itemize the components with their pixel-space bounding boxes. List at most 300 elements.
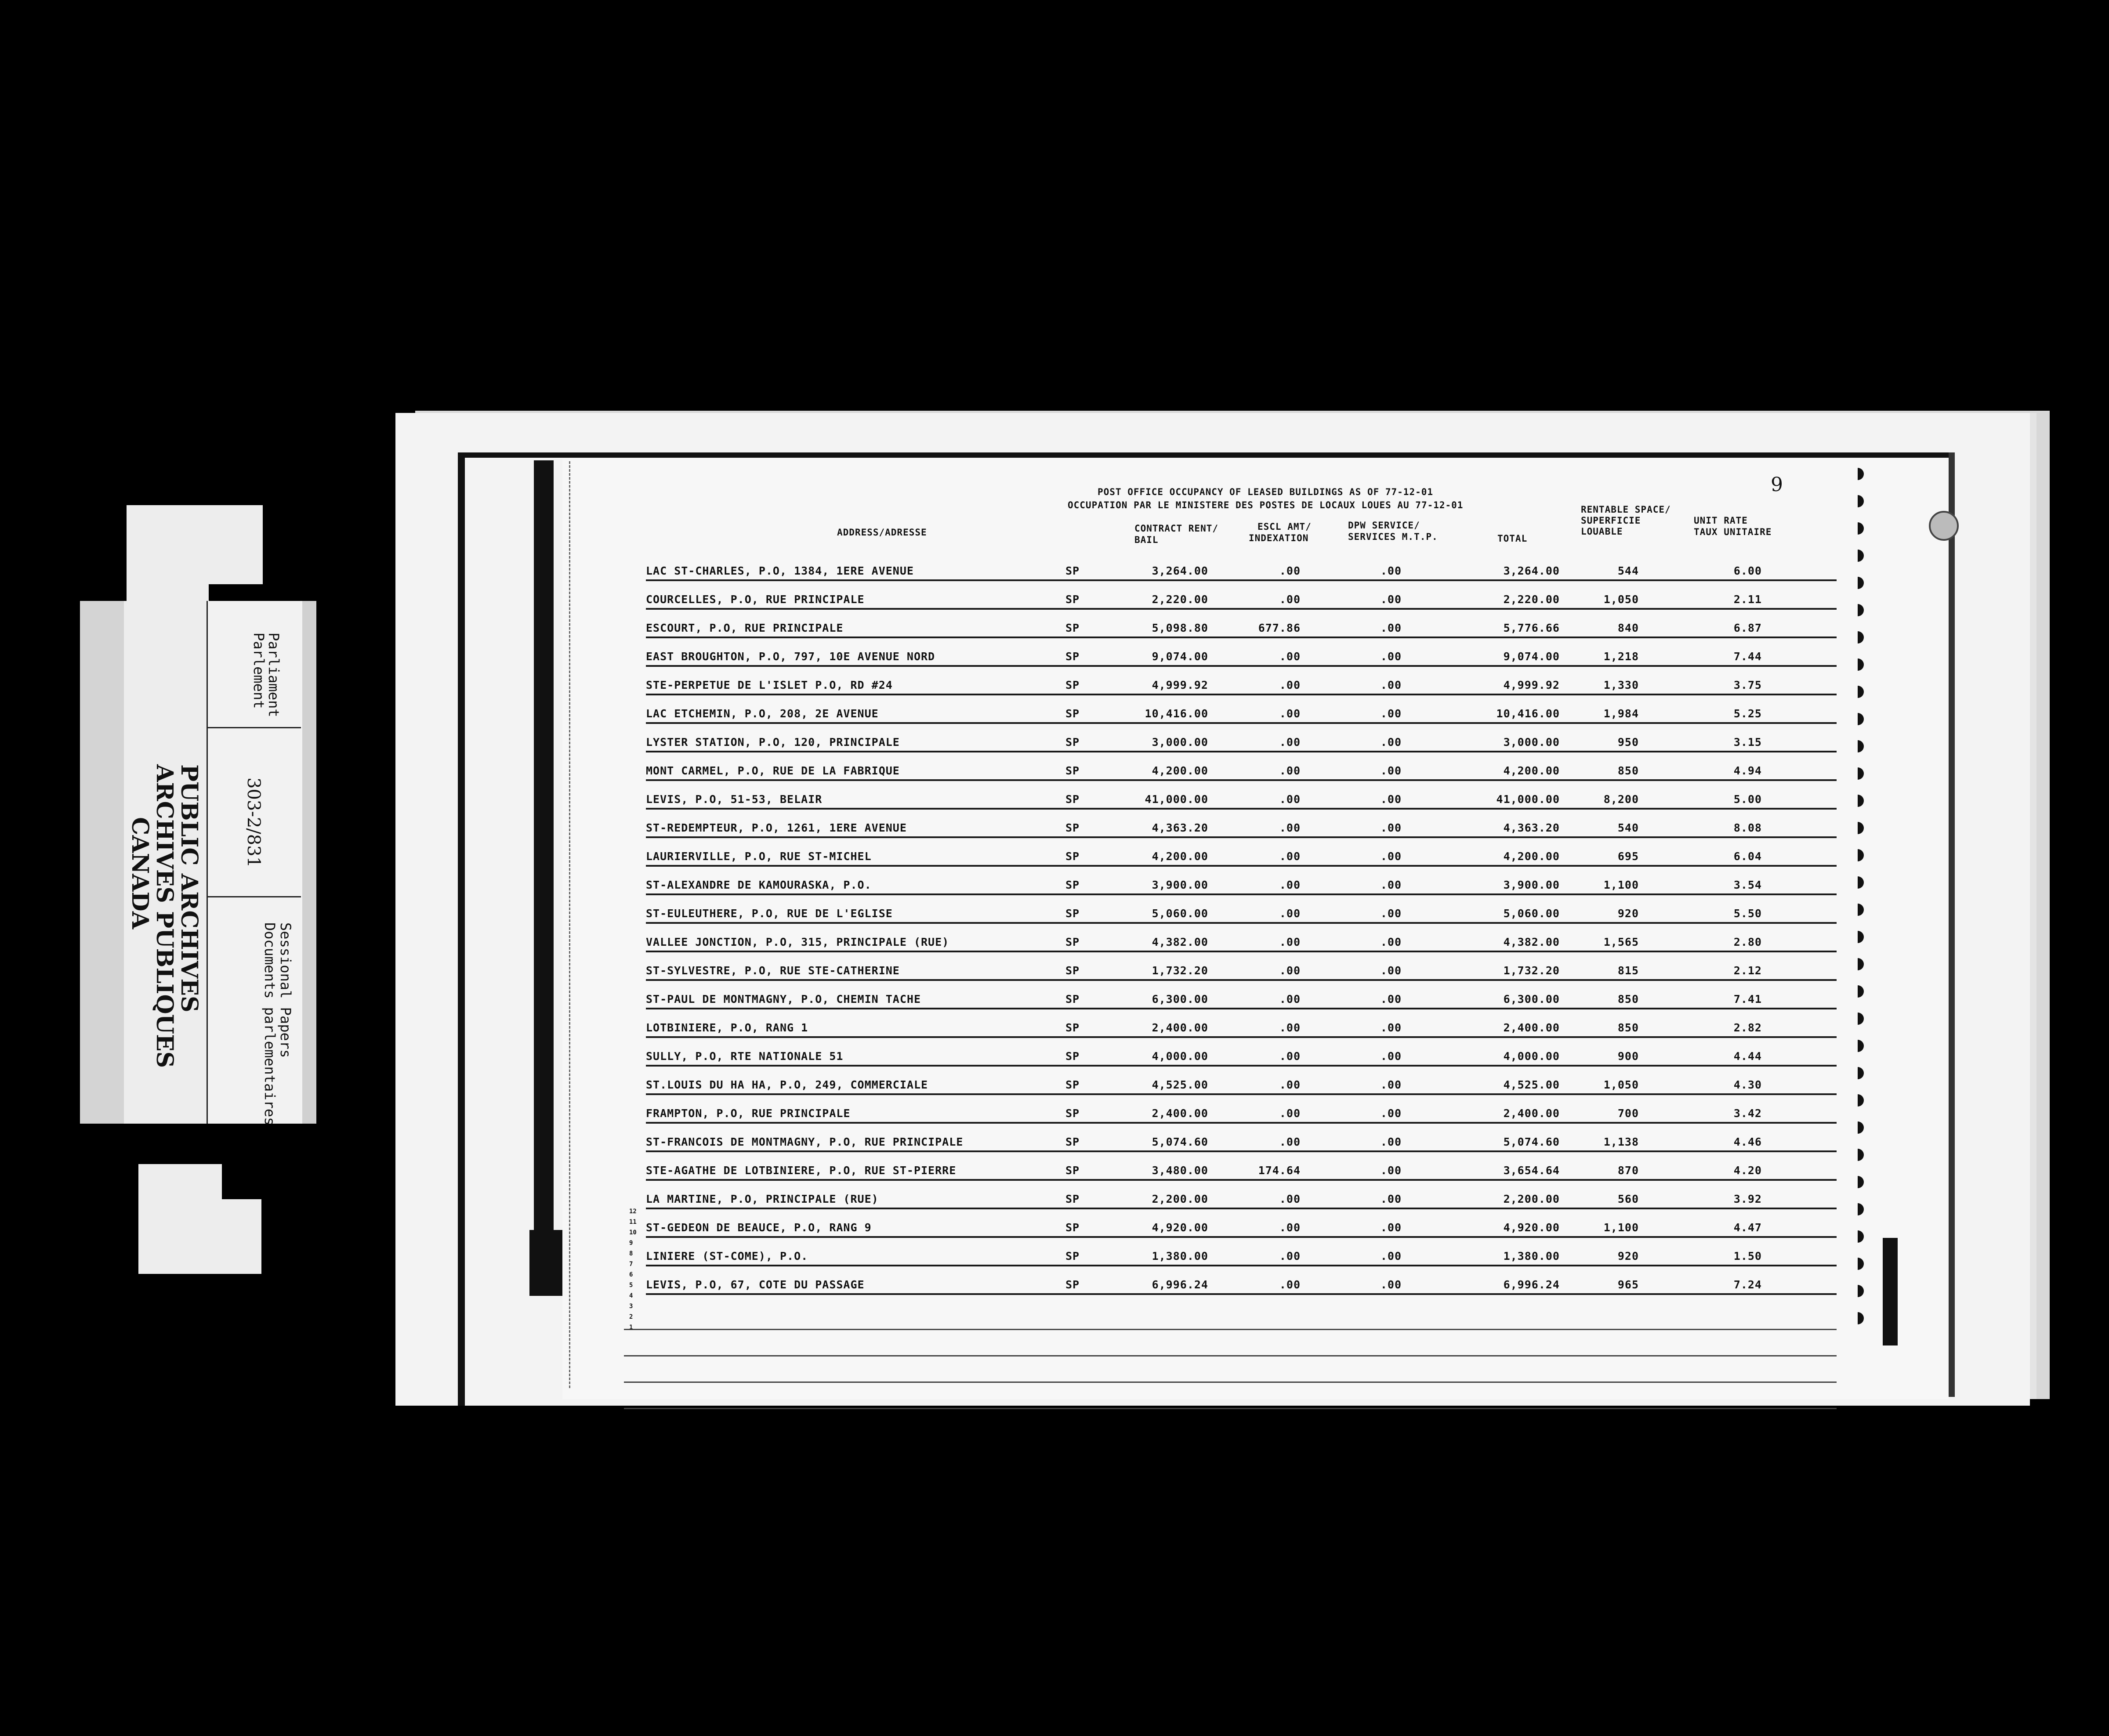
cell-code: SP xyxy=(1065,907,1080,920)
table-row xyxy=(646,1160,1837,1188)
cell-rent: 4,999.92 xyxy=(1152,679,1208,691)
cell-space: 544 xyxy=(1617,564,1639,577)
cell-rent: 10,416.00 xyxy=(1145,707,1208,720)
cell-escl: .00 xyxy=(1279,1193,1301,1205)
line-counter-number: 9 xyxy=(629,1240,633,1247)
line-counter-number: 12 xyxy=(629,1208,637,1215)
cell-rate: 3.15 xyxy=(1733,736,1762,749)
column-header-total: TOTAL xyxy=(1497,533,1528,544)
cell-escl: .00 xyxy=(1279,964,1301,977)
cell-dpw: .00 xyxy=(1380,1050,1402,1063)
cell-rent: 4,525.00 xyxy=(1152,1078,1208,1091)
cell-total: 5,060.00 xyxy=(1503,907,1560,920)
blank-rule xyxy=(624,1408,1837,1409)
cell-dpw: .00 xyxy=(1380,1021,1402,1034)
cell-code: SP xyxy=(1065,1136,1080,1148)
cell-escl: .00 xyxy=(1279,707,1301,720)
cell-address: ST-SYLVESTRE, P.O, RUE STE-CATHERINE xyxy=(646,964,900,977)
table-row xyxy=(646,988,1837,1017)
cell-escl: .00 xyxy=(1279,1278,1301,1291)
cell-space: 8,200 xyxy=(1603,793,1639,806)
cell-dpw: .00 xyxy=(1380,964,1402,977)
cell-code: SP xyxy=(1065,764,1080,777)
cell-rate: 6.00 xyxy=(1733,564,1762,577)
cell-total: 3,264.00 xyxy=(1503,564,1560,577)
row-rule xyxy=(646,1150,1837,1152)
cell-rate: 3.54 xyxy=(1733,879,1762,891)
table-row xyxy=(646,1188,1837,1217)
column-header-line: ESCL AMT/ xyxy=(1257,521,1312,532)
cell-address: LOTBINIERE, P.O, RANG 1 xyxy=(646,1021,808,1034)
table-row xyxy=(646,1131,1837,1160)
cell-code: SP xyxy=(1065,736,1080,749)
line-counter-number: 1 xyxy=(629,1324,633,1331)
blank-rule xyxy=(624,1355,1837,1356)
cell-total: 4,920.00 xyxy=(1503,1221,1560,1234)
archive-name-line: ARCHIVES PUBLIQUES xyxy=(151,764,178,1068)
cell-total: 1,380.00 xyxy=(1503,1250,1560,1262)
label-divider xyxy=(207,896,301,897)
row-rule xyxy=(646,893,1837,895)
cell-rate: 2.12 xyxy=(1733,964,1762,977)
cell-escl: .00 xyxy=(1279,993,1301,1005)
cell-address: EAST BROUGHTON, P.O, 797, 10E AVENUE NORD xyxy=(646,650,935,663)
cell-address: STE-PERPETUE DE L'ISLET P.O, RD #24 xyxy=(646,679,893,691)
cell-address: ST-ALEXANDRE DE KAMOURASKA, P.O. xyxy=(646,879,872,891)
cell-address: LINIERE (ST-COME), P.O. xyxy=(646,1250,808,1262)
frame-top xyxy=(458,452,1952,458)
cell-code: SP xyxy=(1065,650,1080,663)
cell-address: STE-AGATHE DE LOTBINIERE, P.O, RUE ST-PIERRE xyxy=(646,1164,957,1177)
margin-bar xyxy=(534,460,554,1242)
cell-address: LYSTER STATION, P.O, 120, PRINCIPALE xyxy=(646,736,900,749)
cell-rent: 6,996.24 xyxy=(1152,1278,1208,1291)
cell-rate: 4.30 xyxy=(1733,1078,1762,1091)
cell-escl: .00 xyxy=(1279,1107,1301,1120)
column-header-rentable-space xyxy=(1581,504,1671,537)
table-row xyxy=(646,560,1837,589)
cell-dpw: .00 xyxy=(1380,1164,1402,1177)
table-row xyxy=(646,731,1837,760)
cell-dpw: .00 xyxy=(1380,1250,1402,1262)
line-counter-number: 4 xyxy=(629,1292,633,1299)
cell-rate: 4.46 xyxy=(1733,1136,1762,1148)
label-divider xyxy=(207,727,301,728)
cell-escl: .00 xyxy=(1279,764,1301,777)
line-counter-number: 5 xyxy=(629,1282,633,1289)
cell-rate: 2.80 xyxy=(1733,936,1762,948)
cell-space: 1,984 xyxy=(1603,707,1639,720)
cell-total: 2,200.00 xyxy=(1503,1193,1560,1205)
archive-tab-bottom-notch xyxy=(222,1164,266,1199)
cell-rate: 4.47 xyxy=(1733,1221,1762,1234)
cell-space: 700 xyxy=(1617,1107,1639,1120)
table-row xyxy=(646,903,1837,931)
cell-total: 6,300.00 xyxy=(1503,993,1560,1005)
cell-escl: .00 xyxy=(1279,850,1301,863)
cell-rate: 4.20 xyxy=(1733,1164,1762,1177)
cell-rent: 41,000.00 xyxy=(1145,793,1208,806)
table-row xyxy=(646,1103,1837,1131)
cell-space: 1,330 xyxy=(1603,679,1639,691)
line-counter-number: 3 xyxy=(629,1303,633,1310)
cell-code: SP xyxy=(1065,564,1080,577)
cell-rent: 4,363.20 xyxy=(1152,821,1208,834)
cell-escl: .00 xyxy=(1279,679,1301,691)
cell-address: LEVIS, P.O, 67, COTE DU PASSAGE xyxy=(646,1278,865,1291)
cell-dpw: .00 xyxy=(1380,907,1402,920)
cell-dpw: .00 xyxy=(1380,622,1402,634)
cell-code: SP xyxy=(1065,964,1080,977)
cell-dpw: .00 xyxy=(1380,736,1402,749)
table-row xyxy=(646,1017,1837,1045)
cell-address: LAC ST-CHARLES, P.O, 1384, 1ERE AVENUE xyxy=(646,564,914,577)
row-rule xyxy=(646,579,1837,581)
cell-code: SP xyxy=(1065,1107,1080,1120)
cell-address: LEVIS, P.O, 51-53, BELAIR xyxy=(646,793,823,806)
column-header-line: TAUX UNITAIRE xyxy=(1694,527,1772,537)
cell-rent: 3,264.00 xyxy=(1152,564,1208,577)
cell-rate: 3.92 xyxy=(1733,1193,1762,1205)
row-rule xyxy=(646,979,1837,981)
cell-rate: 7.44 xyxy=(1733,650,1762,663)
cell-escl: .00 xyxy=(1279,1250,1301,1262)
row-rule xyxy=(646,1208,1837,1209)
cell-total: 4,525.00 xyxy=(1503,1078,1560,1091)
cell-address: LA MARTINE, P.O, PRINCIPALE (RUE) xyxy=(646,1193,879,1205)
margin-bar-foot xyxy=(529,1230,562,1296)
cell-escl: .00 xyxy=(1279,793,1301,806)
table-row xyxy=(646,1245,1837,1274)
cell-space: 950 xyxy=(1617,736,1639,749)
cell-total: 2,220.00 xyxy=(1503,593,1560,606)
table-row xyxy=(646,1045,1837,1074)
cell-escl: .00 xyxy=(1279,736,1301,749)
cell-dpw: .00 xyxy=(1380,936,1402,948)
cell-space: 840 xyxy=(1617,622,1639,634)
table-row xyxy=(646,846,1837,874)
cell-space: 850 xyxy=(1617,764,1639,777)
row-rule xyxy=(646,665,1837,667)
cell-code: SP xyxy=(1065,707,1080,720)
table-row xyxy=(646,1274,1837,1302)
cell-address: VALLEE JONCTION, P.O, 315, PRINCIPALE (RUE) xyxy=(646,936,949,948)
cell-code: SP xyxy=(1065,1221,1080,1234)
collection-line: Sessional Papers xyxy=(277,922,294,1058)
cell-space: 1,050 xyxy=(1603,593,1639,606)
cell-dpw: .00 xyxy=(1380,707,1402,720)
frame-left xyxy=(458,452,465,1406)
collection-label xyxy=(262,922,294,1125)
cell-rent: 4,200.00 xyxy=(1152,764,1208,777)
cell-dpw: .00 xyxy=(1380,679,1402,691)
cell-rent: 2,220.00 xyxy=(1152,593,1208,606)
row-rule xyxy=(646,694,1837,695)
column-header-dpw-service xyxy=(1348,520,1438,542)
cell-total: 2,400.00 xyxy=(1503,1107,1560,1120)
row-rule xyxy=(646,1093,1837,1095)
table-row xyxy=(646,788,1837,817)
column-header-escalation xyxy=(1249,521,1312,544)
row-rule xyxy=(646,779,1837,781)
table-row xyxy=(646,874,1837,903)
cell-escl: 174.64 xyxy=(1258,1164,1301,1177)
row-rule xyxy=(646,1008,1837,1009)
row-rule xyxy=(646,1122,1837,1124)
cell-code: SP xyxy=(1065,793,1080,806)
cell-space: 850 xyxy=(1617,1021,1639,1034)
cell-dpw: .00 xyxy=(1380,793,1402,806)
cell-code: SP xyxy=(1065,879,1080,891)
cell-rent: 3,000.00 xyxy=(1152,736,1208,749)
cell-space: 965 xyxy=(1617,1278,1639,1291)
blank-rule xyxy=(624,1382,1837,1383)
cell-total: 41,000.00 xyxy=(1496,793,1560,806)
cell-total: 10,416.00 xyxy=(1496,707,1560,720)
cell-address: FRAMPTON, P.O, RUE PRINCIPALE xyxy=(646,1107,851,1120)
series-label xyxy=(251,633,281,717)
line-counter-number: 11 xyxy=(629,1219,637,1226)
cell-address: ST-FRANCOIS DE MONTMAGNY, P.O, RUE PRINCIPALE xyxy=(646,1136,964,1148)
cell-escl: .00 xyxy=(1279,879,1301,891)
cell-rent: 6,300.00 xyxy=(1152,993,1208,1005)
line-counter-number: 6 xyxy=(629,1271,633,1278)
cell-space: 560 xyxy=(1617,1193,1639,1205)
cell-dpw: .00 xyxy=(1380,1078,1402,1091)
row-rule xyxy=(646,1036,1837,1038)
row-rule xyxy=(646,1065,1837,1067)
table-row xyxy=(646,703,1837,731)
cell-escl: .00 xyxy=(1279,1021,1301,1034)
line-counter-number: 8 xyxy=(629,1250,633,1257)
cell-rate: 4.44 xyxy=(1733,1050,1762,1063)
cell-rate: 6.87 xyxy=(1733,622,1762,634)
cell-rate: 2.82 xyxy=(1733,1021,1762,1034)
cell-rent: 2,400.00 xyxy=(1152,1021,1208,1034)
report-title-en: POST OFFICE OCCUPANCY OF LEASED BUILDINGS AS OF 77-12-01 xyxy=(1098,487,1434,497)
cell-total: 4,363.20 xyxy=(1503,821,1560,834)
archive-name-line: CANADA xyxy=(127,817,153,929)
cell-code: SP xyxy=(1065,1050,1080,1063)
cell-escl: .00 xyxy=(1279,593,1301,606)
table-row xyxy=(646,1074,1837,1103)
cell-code: SP xyxy=(1065,679,1080,691)
archive-name-line: PUBLIC ARCHIVES xyxy=(176,764,203,1013)
cell-space: 1,565 xyxy=(1603,936,1639,948)
perforation-line xyxy=(569,461,570,1388)
cell-address: COURCELLES, P.O, RUE PRINCIPALE xyxy=(646,593,865,606)
cell-rate: 2.11 xyxy=(1733,593,1762,606)
cell-total: 4,999.92 xyxy=(1503,679,1560,691)
table-row xyxy=(646,1217,1837,1245)
cell-space: 695 xyxy=(1617,850,1639,863)
cell-space: 920 xyxy=(1617,907,1639,920)
cell-dpw: .00 xyxy=(1380,1278,1402,1291)
table-row xyxy=(646,617,1837,646)
row-rule xyxy=(646,751,1837,752)
row-rule xyxy=(646,637,1837,638)
cell-code: SP xyxy=(1065,1193,1080,1205)
row-rule xyxy=(646,922,1837,924)
cell-total: 5,074.60 xyxy=(1503,1136,1560,1148)
page-number: 9 xyxy=(1771,474,1783,496)
cell-dpw: .00 xyxy=(1380,593,1402,606)
cell-rate: 5.50 xyxy=(1733,907,1762,920)
cell-escl: .00 xyxy=(1279,907,1301,920)
cell-dpw: .00 xyxy=(1380,564,1402,577)
cell-address: LAURIERVILLE, P.O, RUE ST-MICHEL xyxy=(646,850,872,863)
cell-rate: 7.24 xyxy=(1733,1278,1762,1291)
column-header-line: SERVICES M.T.P. xyxy=(1348,532,1438,542)
cell-rate: 6.04 xyxy=(1733,850,1762,863)
cell-code: SP xyxy=(1065,1278,1080,1291)
cell-space: 1,100 xyxy=(1603,879,1639,891)
cell-escl: 677.86 xyxy=(1258,622,1301,634)
column-header-contract-rent xyxy=(1134,523,1218,546)
cell-address: ST.LOUIS DU HA HA, P.O, 249, COMMERCIALE xyxy=(646,1078,928,1091)
report-title-fr: OCCUPATION PAR LE MINISTERE DES POSTES DE LOCAUX LOUES AU 77-12-01 xyxy=(1068,500,1464,510)
cell-total: 3,000.00 xyxy=(1503,736,1560,749)
series-line: Parlement xyxy=(250,633,267,709)
column-header-line: LOUABLE xyxy=(1581,526,1623,537)
cell-total: 4,200.00 xyxy=(1503,764,1560,777)
column-header-line: DPW SERVICE/ xyxy=(1348,520,1420,531)
table-row xyxy=(646,589,1837,617)
column-header-line: CONTRACT RENT/ xyxy=(1134,523,1219,534)
line-counter-number: 2 xyxy=(629,1313,633,1320)
cell-address: SULLY, P.O, RTE NATIONALE 51 xyxy=(646,1050,844,1063)
cell-escl: .00 xyxy=(1279,564,1301,577)
cell-code: SP xyxy=(1065,936,1080,948)
cell-code: SP xyxy=(1065,850,1080,863)
table-row xyxy=(646,931,1837,960)
cell-total: 3,900.00 xyxy=(1503,879,1560,891)
cell-rate: 5.25 xyxy=(1733,707,1762,720)
cell-rate: 4.94 xyxy=(1733,764,1762,777)
cell-space: 1,138 xyxy=(1603,1136,1639,1148)
column-header-line: INDEXATION xyxy=(1249,533,1309,543)
column-header-line: BAIL xyxy=(1134,535,1159,545)
cell-rent: 5,098.80 xyxy=(1152,622,1208,634)
paper-clip xyxy=(1883,1238,1898,1345)
blank-rule xyxy=(624,1329,1837,1330)
cell-dpw: .00 xyxy=(1380,1136,1402,1148)
cell-escl: .00 xyxy=(1279,1136,1301,1148)
series-line: Parliament xyxy=(265,633,282,717)
cell-space: 1,218 xyxy=(1603,650,1639,663)
cell-total: 3,654.64 xyxy=(1503,1164,1560,1177)
cell-space: 540 xyxy=(1617,821,1639,834)
cell-total: 5,776.66 xyxy=(1503,622,1560,634)
cell-dpw: .00 xyxy=(1380,993,1402,1005)
cell-rent: 5,060.00 xyxy=(1152,907,1208,920)
cell-rent: 9,074.00 xyxy=(1152,650,1208,663)
cell-dpw: .00 xyxy=(1380,764,1402,777)
cell-dpw: .00 xyxy=(1380,1193,1402,1205)
cell-escl: .00 xyxy=(1279,650,1301,663)
cell-rate: 7.41 xyxy=(1733,993,1762,1005)
cell-dpw: .00 xyxy=(1380,821,1402,834)
cell-code: SP xyxy=(1065,622,1080,634)
cell-rent: 3,900.00 xyxy=(1152,879,1208,891)
cell-address: ST-GEDEON DE BEAUCE, P.O, RANG 9 xyxy=(646,1221,872,1234)
column-header-unit-rate xyxy=(1694,515,1772,538)
row-rule xyxy=(646,608,1837,610)
cell-space: 1,100 xyxy=(1603,1221,1639,1234)
cell-address: ST-PAUL DE MONTMAGNY, P.O, CHEMIN TACHE xyxy=(646,993,921,1005)
cell-code: SP xyxy=(1065,1078,1080,1091)
cell-address: ST-EULEUTHERE, P.O, RUE DE L'EGLISE xyxy=(646,907,893,920)
column-header-line: SUPERFICIE xyxy=(1581,515,1641,526)
cell-address: MONT CARMEL, P.O, RUE DE LA FABRIQUE xyxy=(646,764,900,777)
cell-total: 1,732.20 xyxy=(1503,964,1560,977)
cell-code: SP xyxy=(1065,1164,1080,1177)
cell-escl: .00 xyxy=(1279,1050,1301,1063)
cell-dpw: .00 xyxy=(1380,850,1402,863)
cell-rent: 3,480.00 xyxy=(1152,1164,1208,1177)
cell-rent: 4,200.00 xyxy=(1152,850,1208,863)
row-rule xyxy=(646,1265,1837,1266)
cell-space: 870 xyxy=(1617,1164,1639,1177)
row-rule xyxy=(646,808,1837,810)
table-row xyxy=(646,817,1837,846)
cell-escl: .00 xyxy=(1279,1078,1301,1091)
archive-tab-shadow xyxy=(80,601,124,1124)
row-rule xyxy=(646,951,1837,952)
column-header-address: ADDRESS/ADRESSE xyxy=(837,527,927,538)
cell-rate: 5.00 xyxy=(1733,793,1762,806)
cell-rent: 5,074.60 xyxy=(1152,1136,1208,1148)
table-row xyxy=(646,760,1837,788)
cell-escl: .00 xyxy=(1279,1221,1301,1234)
cell-total: 4,382.00 xyxy=(1503,936,1560,948)
cell-rent: 2,200.00 xyxy=(1152,1193,1208,1205)
cell-total: 2,400.00 xyxy=(1503,1021,1560,1034)
cell-address: ST-REDEMPTEUR, P.O, 1261, 1ERE AVENUE xyxy=(646,821,907,834)
cell-space: 815 xyxy=(1617,964,1639,977)
cell-space: 900 xyxy=(1617,1050,1639,1063)
cell-rent: 4,382.00 xyxy=(1152,936,1208,948)
column-header-line: RENTABLE SPACE/ xyxy=(1581,504,1671,515)
row-rule xyxy=(646,1293,1837,1295)
cell-dpw: .00 xyxy=(1380,650,1402,663)
cell-dpw: .00 xyxy=(1380,1107,1402,1120)
collection-line: Documents parlementaires xyxy=(261,922,278,1126)
cell-total: 9,074.00 xyxy=(1503,650,1560,663)
table-row xyxy=(646,960,1837,988)
cell-rate: 3.75 xyxy=(1733,679,1762,691)
frame-right xyxy=(1949,452,1955,1397)
cell-address: ESCOURT, P.O, RUE PRINCIPALE xyxy=(646,622,844,634)
reference-number: 303-2/831 xyxy=(243,778,264,868)
cell-dpw: .00 xyxy=(1380,1221,1402,1234)
row-rule xyxy=(646,1179,1837,1181)
cell-rate: 3.42 xyxy=(1733,1107,1762,1120)
line-counter-number: 10 xyxy=(629,1229,637,1236)
cell-space: 1,050 xyxy=(1603,1078,1639,1091)
cell-rate: 8.08 xyxy=(1733,821,1762,834)
cell-code: SP xyxy=(1065,593,1080,606)
cell-dpw: .00 xyxy=(1380,879,1402,891)
cell-rent: 4,920.00 xyxy=(1152,1221,1208,1234)
cell-address: LAC ETCHEMIN, P.O, 208, 2E AVENUE xyxy=(646,707,879,720)
cell-code: SP xyxy=(1065,1250,1080,1262)
cell-space: 850 xyxy=(1617,993,1639,1005)
row-rule xyxy=(646,722,1837,724)
cell-escl: .00 xyxy=(1279,936,1301,948)
cell-code: SP xyxy=(1065,1021,1080,1034)
cell-rate: 1.50 xyxy=(1733,1250,1762,1262)
